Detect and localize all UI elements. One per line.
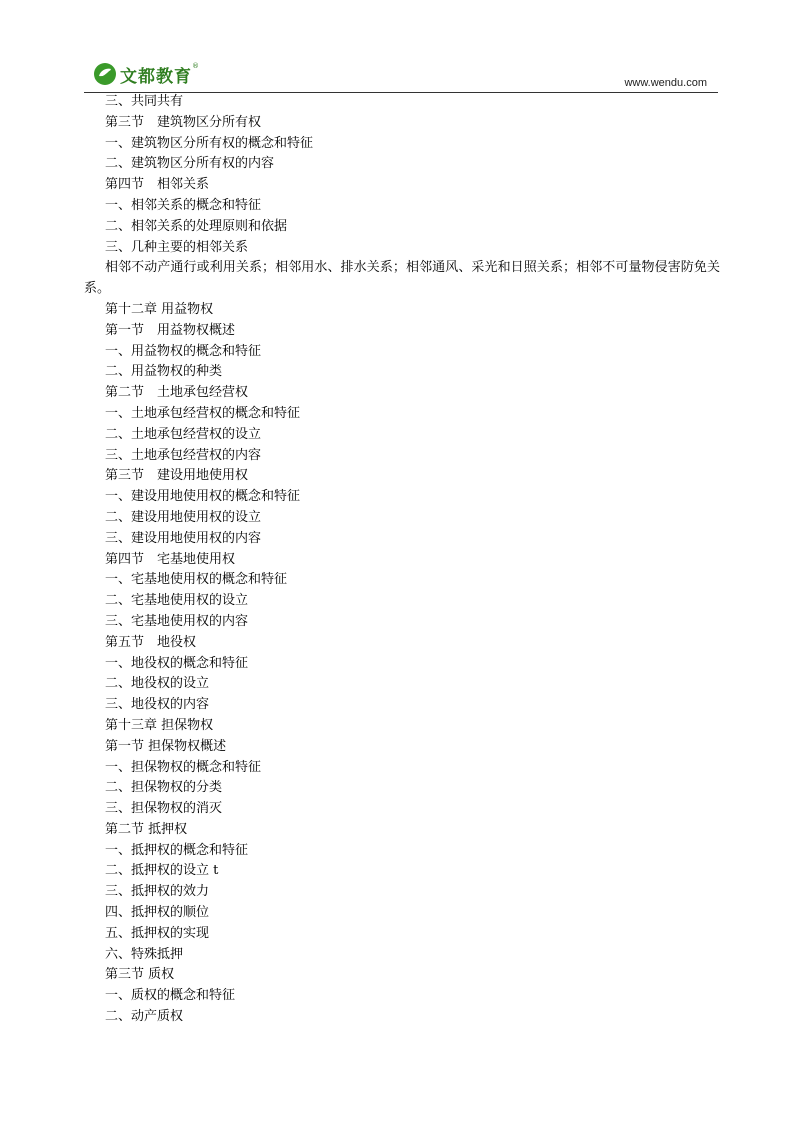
site-url[interactable]: www.wendu.com [624,77,707,89]
outline-line: 一、担保物权的概念和特征 [105,759,262,775]
outline-line: 五、抵押权的实现 [105,925,210,941]
registered-mark: ® [192,62,199,70]
outline-line: 二、抵押权的设立 t [105,863,219,879]
outline-line: 第一节 担保物权概述 [105,738,227,754]
wendu-leaf-logo-icon [93,62,117,86]
outline-line: 第二节 抵押权 [105,821,188,837]
outline-line: 第二节 土地承包经营权 [105,385,249,401]
outline-line: 二、建设用地使用权的设立 [105,509,262,525]
outline-line: 三、建设用地使用权的内容 [105,530,262,546]
outline-line: 第三节 建设用地使用权 [105,468,249,484]
outline-line: 一、相邻关系的概念和特征 [105,197,262,213]
outline-line: 第一节 用益物权概述 [105,322,236,338]
outline-line: 第十三章 担保物权 [105,717,214,733]
outline-line: 第十二章 用益物权 [105,301,214,317]
brand-logo [93,60,199,88]
document-body [84,92,720,1028]
outline-line: 三、几种主要的相邻关系 [105,239,249,255]
outline-section-before [84,92,720,258]
outline-line: 二、动产质权 [105,1009,184,1025]
outline-line: 二、宅基地使用权的设立 [105,593,249,609]
outline-line: 三、共同共有 [105,94,184,109]
outline-line: 第四节 宅基地使用权 [105,551,236,567]
outline-line: 第四节 相邻关系 [105,177,210,193]
outline-line: 一、宅基地使用权的概念和特征 [105,572,288,588]
outline-line: 三、土地承包经营权的内容 [105,447,262,463]
logo-text: 文都教育 [120,66,192,87]
outline-line: 一、用益物权的概念和特征 [105,343,262,359]
outline-line: 二、地役权的设立 [105,676,210,692]
outline-line: 一、建设用地使用权的概念和特征 [105,489,301,505]
body-paragraph: 相邻不动产通行或利用关系；相邻用水、排水关系；相邻通风、采光和日照关系；相邻不可量物侵害防免关系。 [84,260,720,297]
outline-line: 四、抵押权的顺位 [105,905,210,921]
outline-line: 二、相邻关系的处理原则和依据 [105,218,288,234]
outline-line: 二、土地承包经营权的设立 [105,426,262,442]
outline-line: 三、宅基地使用权的内容 [105,613,249,629]
outline-line: 一、地役权的概念和特征 [105,655,249,671]
outline-line: 二、担保物权的分类 [105,780,223,796]
outline-line: 一、抵押权的概念和特征 [105,842,249,858]
outline-line: 第三节 质权 [105,967,175,983]
outline-line: 一、建筑物区分所有权的概念和特征 [105,135,314,151]
outline-line: 二、建筑物区分所有权的内容 [105,156,275,172]
outline-line: 三、担保物权的消灭 [105,801,223,817]
outline-line: 第五节 地役权 [105,634,197,650]
outline-line: 一、土地承包经营权的概念和特征 [105,405,301,421]
outline-section-after [84,300,720,1028]
outline-line: 二、用益物权的种类 [105,364,223,380]
outline-line: 三、地役权的内容 [105,697,210,713]
page-header [0,0,793,95]
outline-line: 第三节 建筑物区分所有权 [105,114,262,130]
outline-line: 六、特殊抵押 [105,946,184,962]
outline-line: 三、抵押权的效力 [105,884,210,900]
outline-line: 一、质权的概念和特征 [105,988,236,1004]
